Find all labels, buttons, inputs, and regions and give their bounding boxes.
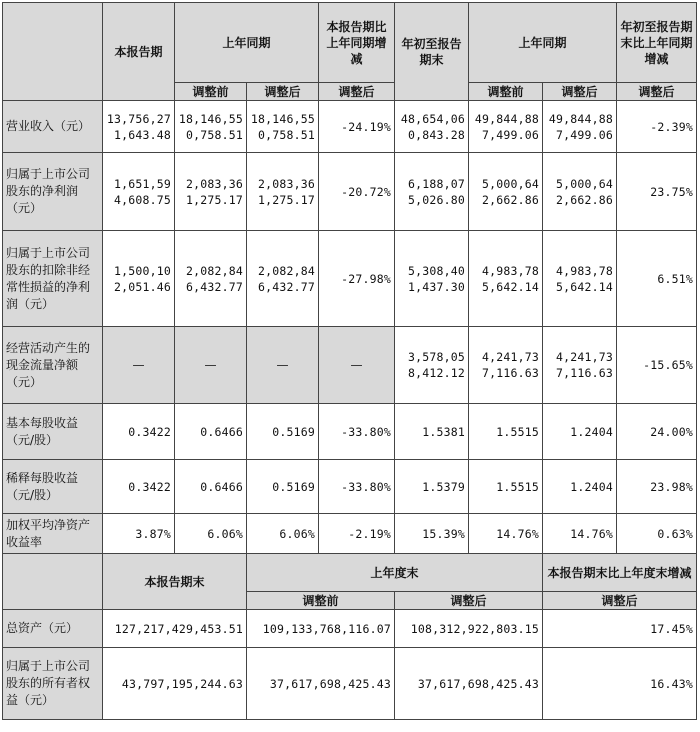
- cell-prior-before: —: [175, 327, 247, 404]
- row-label: 归属于上市公司股东的扣除非经常性损益的净利润（元）: [3, 231, 103, 327]
- header-after-adj: 调整后: [247, 83, 319, 101]
- cell-change: —: [319, 327, 395, 404]
- cell-current: 1,500,102,051.46: [103, 231, 175, 327]
- header-ytd-change: 年初至报告期末比上年同期增减: [617, 3, 697, 83]
- cell-current: 0.3422: [103, 404, 175, 460]
- cell-ytd: 3,578,058,412.12: [395, 327, 469, 404]
- table-row: [3, 460, 697, 514]
- corner-header-bottom: [3, 554, 103, 610]
- header-before-adj-2: 调整前: [469, 83, 543, 101]
- row-label: 营业收入（元）: [3, 101, 103, 153]
- cell-change: -24.19%: [319, 101, 395, 153]
- cell-ytd-change: -2.39%: [617, 101, 697, 153]
- cell-ytd-prior-before: 1.5515: [469, 404, 543, 460]
- cell-ytd: 1.5379: [395, 460, 469, 514]
- cell-ytd-change: 24.00%: [617, 404, 697, 460]
- cell-ytd-prior-after: 5,000,642,662.86: [543, 153, 617, 231]
- row-label: 归属于上市公司股东的所有者权益（元）: [3, 648, 103, 720]
- cell-prior-after: 18,146,550,758.51: [247, 101, 319, 153]
- cell-change: -20.72%: [319, 153, 395, 231]
- cell-ytd-prior-after: 1.2404: [543, 460, 617, 514]
- cell-prior-before: 6.06%: [175, 514, 247, 554]
- cell-current: 1,651,594,608.75: [103, 153, 175, 231]
- header-current-period: 本报告期: [103, 3, 175, 101]
- row-label: 基本每股收益（元/股）: [3, 404, 103, 460]
- row-label: 总资产（元）: [3, 610, 103, 648]
- header-change-vs-prior: 本报告期比上年同期增减: [319, 3, 395, 83]
- cell-prior-after: —: [247, 327, 319, 404]
- header-after-adj-2: 调整后: [543, 83, 617, 101]
- cell-prior-end-after: 108,312,922,803.15: [395, 610, 543, 648]
- cell-ytd-prior-after: 4,241,737,116.63: [543, 327, 617, 404]
- cell-prior-before: 2,082,846,432.77: [175, 231, 247, 327]
- header-after-adj-change: 调整后: [319, 83, 395, 101]
- cell-period-end: 43,797,195,244.63: [103, 648, 247, 720]
- header-after-adj-change-bottom: 调整后: [543, 592, 697, 610]
- cell-change-vs-year-end: 17.45%: [543, 610, 697, 648]
- cell-prior-after: 0.5169: [247, 460, 319, 514]
- cell-change: -2.19%: [319, 514, 395, 554]
- cell-period-end: 127,217,429,453.51: [103, 610, 247, 648]
- header-before-adj-bottom: 调整前: [247, 592, 395, 610]
- row-label: 归属于上市公司股东的净利润（元）: [3, 153, 103, 231]
- cell-ytd-change: 0.63%: [617, 514, 697, 554]
- row-label: 经营活动产生的现金流量净额（元）: [3, 327, 103, 404]
- cell-prior-after: 2,082,846,432.77: [247, 231, 319, 327]
- cell-ytd-prior-before: 5,000,642,662.86: [469, 153, 543, 231]
- cell-prior-after: 0.5169: [247, 404, 319, 460]
- cell-change: -27.98%: [319, 231, 395, 327]
- cell-ytd: 48,654,060,843.28: [395, 101, 469, 153]
- cell-prior-after: 6.06%: [247, 514, 319, 554]
- cell-ytd-prior-after: 14.76%: [543, 514, 617, 554]
- header-before-adj: 调整前: [175, 83, 247, 101]
- cell-ytd-prior-before: 49,844,887,499.06: [469, 101, 543, 153]
- table-row: [3, 610, 697, 648]
- cell-ytd-change: 23.98%: [617, 460, 697, 514]
- cell-change-vs-year-end: 16.43%: [543, 648, 697, 720]
- header-prior-year-period: 上年同期: [175, 3, 319, 83]
- header-period-end: 本报告期末: [103, 554, 247, 610]
- header-change-vs-prior-year-end: 本报告期末比上年度末增减: [543, 554, 697, 592]
- cell-ytd-prior-after: 4,983,785,642.14: [543, 231, 617, 327]
- cell-prior-end-before: 37,617,698,425.43: [247, 648, 395, 720]
- cell-change: -33.80%: [319, 460, 395, 514]
- cell-ytd-prior-before: 1.5515: [469, 460, 543, 514]
- cell-ytd-change: 23.75%: [617, 153, 697, 231]
- cell-ytd-prior-after: 1.2404: [543, 404, 617, 460]
- cell-ytd-prior-after: 49,844,887,499.06: [543, 101, 617, 153]
- cell-current: 0.3422: [103, 460, 175, 514]
- cell-current: 3.87%: [103, 514, 175, 554]
- cell-ytd: 6,188,075,026.80: [395, 153, 469, 231]
- cell-ytd-prior-before: 14.76%: [469, 514, 543, 554]
- corner-header: [3, 3, 103, 101]
- cell-prior-end-before: 109,133,768,116.07: [247, 610, 395, 648]
- table-row: [3, 231, 697, 327]
- cell-ytd: 1.5381: [395, 404, 469, 460]
- table-row: [3, 153, 697, 231]
- table-row: [3, 404, 697, 460]
- cell-prior-before: 0.6466: [175, 460, 247, 514]
- table-row: [3, 648, 697, 720]
- header-ytd: 年初至报告期末: [395, 3, 469, 101]
- cell-prior-after: 2,083,361,275.17: [247, 153, 319, 231]
- cell-prior-before: 18,146,550,758.51: [175, 101, 247, 153]
- cell-prior-end-after: 37,617,698,425.43: [395, 648, 543, 720]
- table-row: [3, 514, 697, 554]
- header-prior-year-period-2: 上年同期: [469, 3, 617, 83]
- cell-ytd-prior-before: 4,241,737,116.63: [469, 327, 543, 404]
- cell-current: 13,756,271,643.48: [103, 101, 175, 153]
- cell-change: -33.80%: [319, 404, 395, 460]
- row-label: 稀释每股收益（元/股）: [3, 460, 103, 514]
- cell-ytd: 5,308,401,437.30: [395, 231, 469, 327]
- table-row: [3, 327, 697, 404]
- header-prior-year-end: 上年度末: [247, 554, 543, 592]
- table-row: [3, 101, 697, 153]
- key-financial-data-table: [2, 2, 697, 720]
- cell-ytd-change: -15.65%: [617, 327, 697, 404]
- header-after-adj-bottom: 调整后: [395, 592, 543, 610]
- header-after-adj-change-2: 调整后: [617, 83, 697, 101]
- cell-current: —: [103, 327, 175, 404]
- row-label: 加权平均净资产收益率: [3, 514, 103, 554]
- cell-ytd: 15.39%: [395, 514, 469, 554]
- cell-ytd-prior-before: 4,983,785,642.14: [469, 231, 543, 327]
- cell-ytd-change: 6.51%: [617, 231, 697, 327]
- cell-prior-before: 0.6466: [175, 404, 247, 460]
- cell-prior-before: 2,083,361,275.17: [175, 153, 247, 231]
